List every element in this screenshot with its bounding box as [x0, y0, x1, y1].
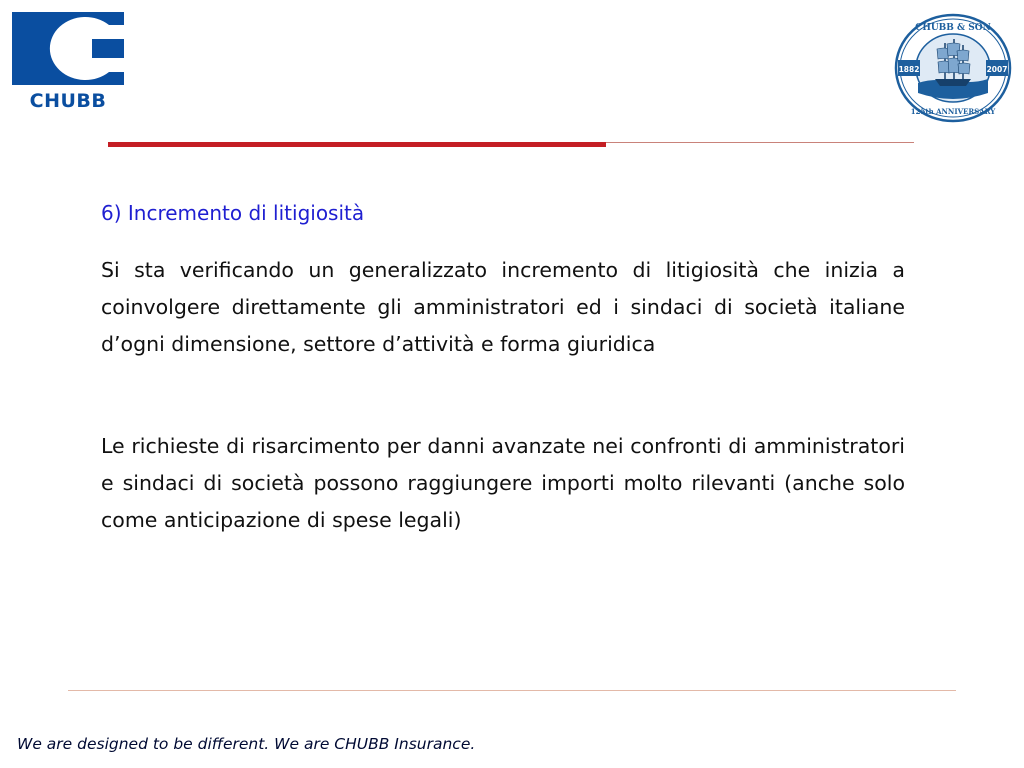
- seal-bottom-text: 125th ANNIVERSARY: [910, 107, 996, 116]
- seal-year-right: 2007: [986, 65, 1008, 74]
- footer-rule: [68, 690, 956, 691]
- body-paragraph-2: Le richieste di risarcimento per danni avanzate nei confronti di amministratori e sindaci di società possono raggiungere importi molto rilevanti (anche solo come anticipazione di spese legali): [101, 434, 905, 532]
- header-accent-rule: [108, 142, 606, 147]
- chubb-logo-mark: [12, 12, 124, 85]
- header-thin-rule: [606, 142, 914, 143]
- seal-top-text: CHUBB & SON: [915, 23, 991, 33]
- chubb-logo: [11, 12, 125, 112]
- seal-year-left: 1882: [898, 65, 920, 74]
- anniversary-seal-graphic: [893, 13, 1013, 123]
- body-paragraph-1: Si sta verificando un generalizzato incremento di litigiosità che inizia a coinvolgere direttamente gli amministratori ed i sindaci di società italiane d’ogni dimensione, settore d’attività e forma giuridica: [101, 258, 905, 356]
- slide-heading: 6) Incremento di litigiosità: [101, 201, 365, 225]
- anniversary-seal: [893, 13, 1013, 123]
- footer-tagline: We are designed to be different. We are CHUBB Insurance.: [17, 735, 476, 753]
- chubb-logo-wordmark: CHUBB: [29, 90, 107, 112]
